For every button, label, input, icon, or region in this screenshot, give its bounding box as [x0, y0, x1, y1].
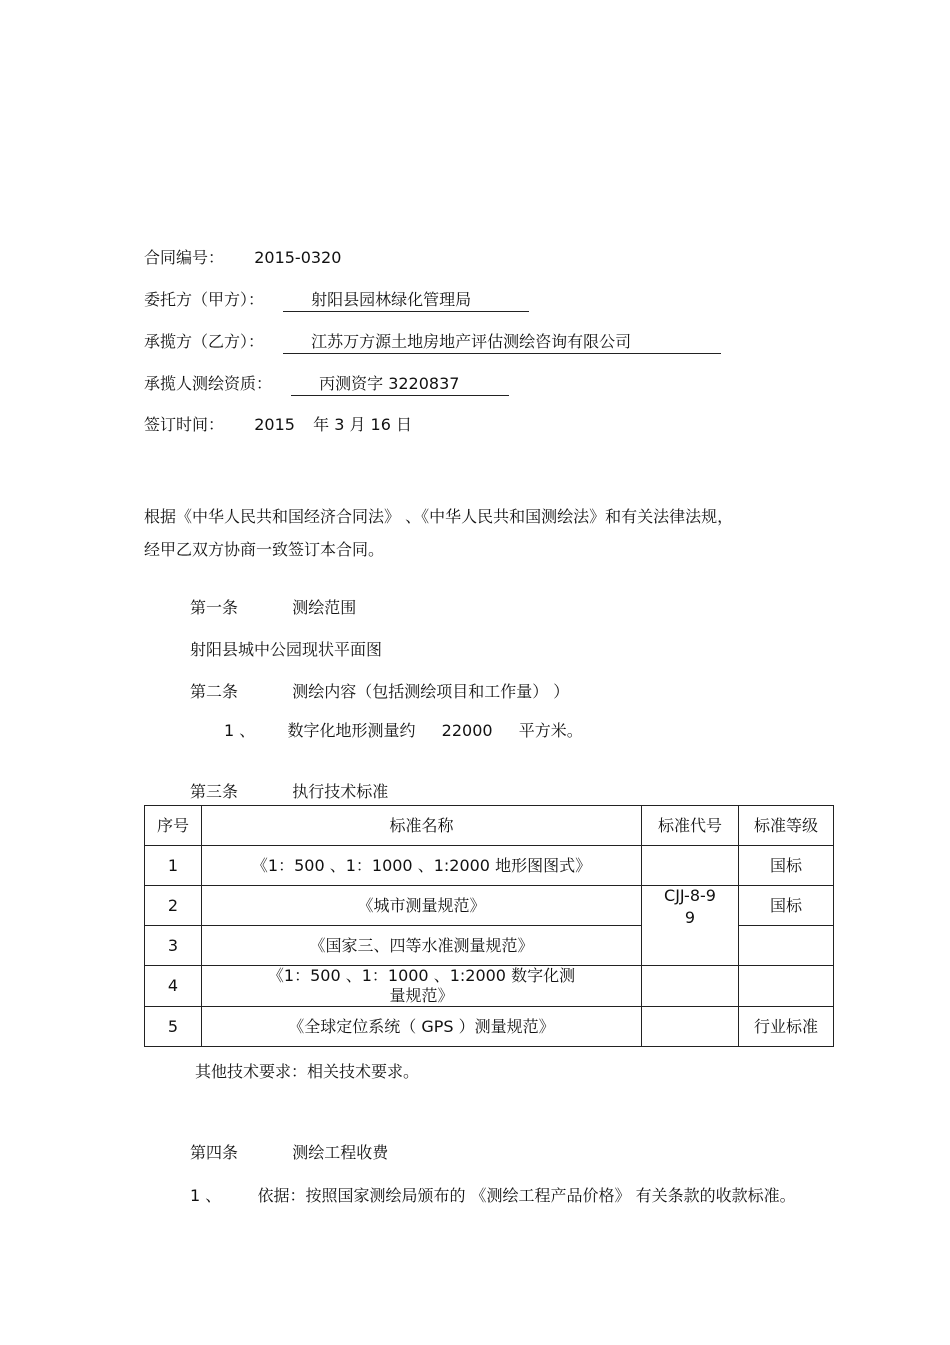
article-4-title: 测绘工程收费	[292, 1143, 389, 1162]
row-no: 3	[145, 926, 202, 966]
article-4-number: 第四条	[190, 1143, 239, 1162]
row-level: 国标	[739, 886, 834, 926]
contractor-underline	[283, 332, 721, 354]
row-code	[642, 1007, 739, 1047]
article-4-item-text: 依据：按照国家测绘局颁布的 《测绘工程产品价格》 有关条款的收款标准。	[257, 1186, 796, 1205]
row-code	[642, 966, 739, 1007]
article-1-heading	[190, 598, 356, 618]
qualification-label: 承揽人测绘资质：	[144, 374, 273, 393]
header-no: 序号	[145, 806, 202, 846]
article-4-item	[190, 1186, 796, 1206]
article-2-item-index: 1 、	[224, 721, 256, 740]
article-2-title: 测绘内容（包括测绘项目和工作量） ）	[292, 682, 570, 701]
row-code	[642, 846, 739, 886]
merged-standard-code-line-2: 9	[684, 908, 696, 927]
client-underline	[283, 290, 529, 312]
row-name: 《1：500 、1：1000 、1:2000 数字化测量规范》	[202, 966, 642, 1007]
date-rest: 年 3 月 16 日	[313, 415, 412, 434]
other-requirements: 其他技术要求：相关技术要求。	[195, 1062, 420, 1081]
intro-line-1: 根据《中华人民共和国经济合同法》 、《中华人民共和国测绘法》和有关法律法规，	[144, 507, 734, 526]
row-level: 行业标准	[739, 1007, 834, 1047]
article-2-item-unit: 平方米。	[518, 721, 583, 740]
row-name: 《全球定位系统（ GPS ）测量规范》	[202, 1007, 642, 1047]
article-4-item-index: 1 、	[190, 1186, 222, 1205]
header-code: 标准代号	[642, 806, 739, 846]
table-header-row	[145, 806, 834, 846]
row-name: 《国家三、四等水准测量规范》	[202, 926, 642, 966]
merged-standard-code-line-1: CJJ-8-9	[664, 886, 716, 905]
header-level: 标准等级	[739, 806, 834, 846]
header-name: 标准名称	[202, 806, 642, 846]
row-level	[739, 926, 834, 966]
row-level	[739, 966, 834, 1007]
contract-number-label: 合同编号：	[144, 248, 225, 267]
table-row	[145, 966, 834, 1007]
intro-line-2: 经甲乙双方协商一致签订本合同。	[144, 540, 385, 559]
article-2-number: 第二条	[190, 682, 239, 701]
date-row	[144, 415, 412, 435]
row-no: 2	[145, 886, 202, 926]
article-2-item-text: 数字化地形测量约	[287, 721, 416, 740]
contract-number-value: 2015-0320	[254, 248, 342, 267]
client-value: 射阳县园林绿化管理局	[311, 290, 472, 309]
article-2-item-amount: 22000	[441, 721, 493, 740]
article-1-number: 第一条	[190, 598, 239, 617]
row-name: 《城市测量规范》	[202, 886, 642, 926]
article-4-heading	[190, 1143, 388, 1163]
article-3-title: 执行技术标准	[292, 782, 389, 801]
row-no: 5	[145, 1007, 202, 1047]
client-label: 委托方（甲方）：	[144, 290, 265, 309]
row-level: 国标	[739, 846, 834, 886]
article-1-title: 测绘范围	[292, 598, 357, 617]
date-label: 签订时间：	[144, 415, 225, 434]
row-no: 1	[145, 846, 202, 886]
row-no: 4	[145, 966, 202, 1007]
qualification-row	[144, 374, 509, 396]
article-2-item	[224, 721, 583, 741]
qualification-underline	[291, 374, 509, 396]
contractor-label: 承揽方（乙方）：	[144, 332, 265, 351]
table-row	[145, 1007, 834, 1047]
qualification-value: 丙测资字 3220837	[319, 374, 460, 393]
article-3-number: 第三条	[190, 782, 239, 801]
row-name: 《1：500 、1：1000 、1:2000 地形图图式》	[202, 846, 642, 886]
article-2-heading	[190, 682, 569, 702]
merged-standard-code	[642, 885, 738, 929]
client-row	[144, 290, 529, 312]
table-row	[145, 846, 834, 886]
contractor-row	[144, 332, 721, 354]
article-1-body: 射阳县城中公园现状平面图	[190, 640, 383, 659]
article-3-heading	[190, 782, 388, 802]
date-year: 2015	[254, 415, 295, 434]
contractor-value: 江苏万方源土地房地产评估测绘咨询有限公司	[311, 332, 632, 351]
contract-number-row	[144, 248, 341, 268]
